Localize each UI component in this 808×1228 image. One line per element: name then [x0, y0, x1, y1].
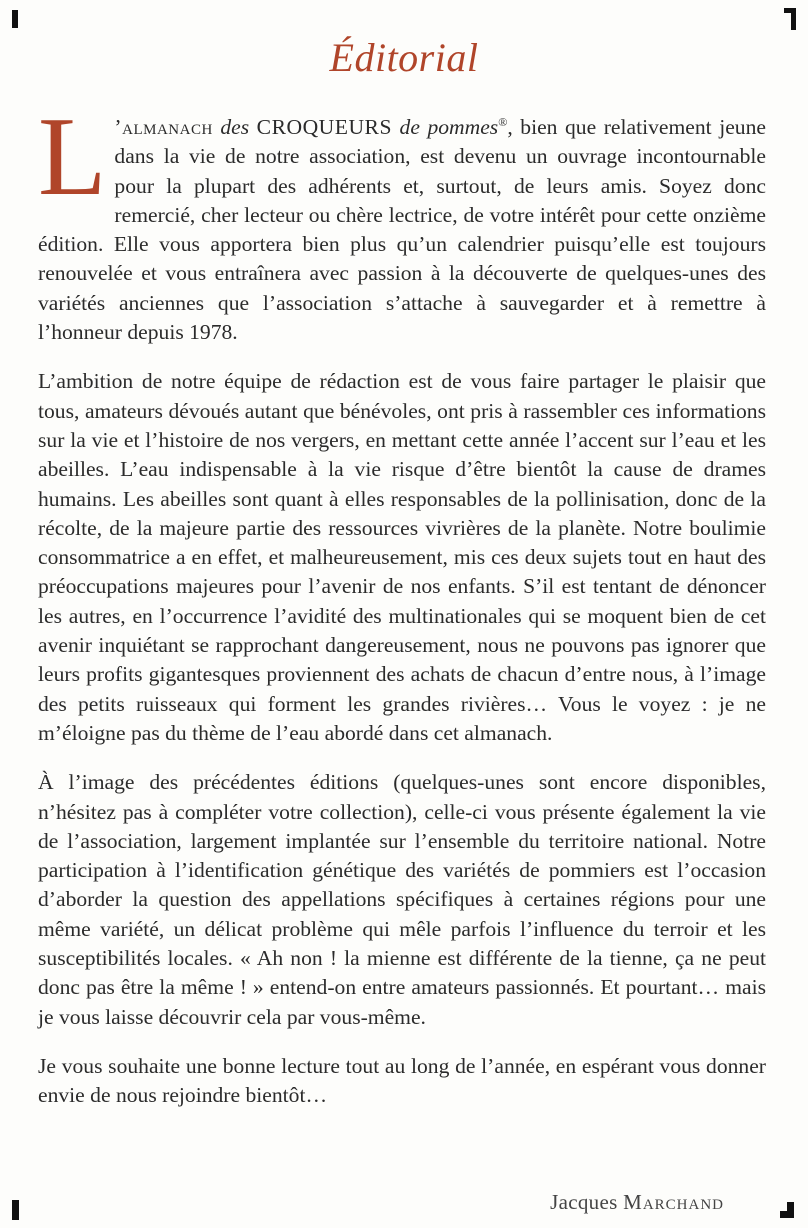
- crop-mark-top-right: [784, 8, 796, 30]
- crop-mark-bottom-right: [780, 1204, 794, 1218]
- crop-mark-top-left: [12, 10, 18, 28]
- signature-first-name: Jacques: [550, 1190, 618, 1214]
- editorial-body: [38, 95, 766, 1131]
- paragraph-1-text: , bien que relativement jeune dans la vie de notre association, est devenu un ouvrage incontournable pour la plupart des adhérents et, surtout, de leurs amis. Soyez donc remercié, cher lecteur ou chère lectrice, de votre intérêt pour cette onzième édition. Elle vous apportera bien plus qu’un calendrier puisqu’elle est toujours renouvelée et vous entraînera avec passion à la découverte de quelques-unes des variétés anciennes que l’association s’attache à sauvegarder et à remettre à l’honneur depuis 1978.: [38, 115, 766, 345]
- signature-last-name: Marchand: [623, 1190, 724, 1214]
- paragraph-1: [38, 95, 766, 347]
- paragraph-2: L’ambition de notre équipe de rédaction est de vous faire partager le plaisir que tous, amateurs dévoués autant que bénévoles, ont pris à rassembler ces informations sur la vie et l’histoire de nos vergers, en mettant cette année l’accent sur l’eau et les abeilles. L’eau indispensable à la vie risque d’être bientôt la cause de drames humains. Les abeilles sont quant à elles responsables de la pollinisation, donc de la récolte, de la majeure partie des ressources vivrières de la planète. Notre boulimie consommatrice a en effet, et malheureusement, mis ces deux sujets tout en haut des préoccupations majeures pour l’avenir de nos enfants. S’il est tentant de dénoncer les autres, en l’occurrence l’avidité des multinationales qui se moquent bien de cet avenir inquiétant se rapprochant dangereusement, nous ne pouvons pas ignorer que leurs profits gigantesques proviennent des achats de chacun d’entre nous, à l’image des petits ruisseaux qui forment les grandes rivières… Vous le voyez : je ne m’éloigne pas du thème de l’eau abordé dans cet almanach.: [38, 369, 766, 745]
- paragraph-3: À l’image des précédentes éditions (quelques-unes sont encore disponibles, n’hésitez pas à compléter votre collection), celle-ci vous présente également la vie de l’association, largement implantée sur l’ensemble du territoire national. Notre participation à l’identification génétique des variétés de pommiers est l’occasion d’aborder la question des appellations spécifiques à certaines régions pour une même variété, un délicat problème qui mêle parfois l’influence du terroir et les susceptibilités locales. « Ah non ! la mienne est différente de la tienne, ça ne peut donc pas être la même ! » entend-on entre amateurs passionnés. Et pourtant… mais je vous laisse découvrir cela par vous-même.: [38, 770, 766, 1029]
- paragraph-4: Je vous souhaite une bonne lecture tout au long de l’année, en espérant vous donner envie de nous rejoindre bientôt…: [38, 1053, 766, 1108]
- registered-mark: ®: [498, 114, 508, 129]
- signature: [550, 1190, 724, 1215]
- crop-mark-bottom-left: [12, 1200, 19, 1220]
- lead-almanach: ’almanach: [114, 115, 213, 139]
- page-title: Éditorial: [329, 35, 479, 80]
- lead-de-pommes: de pommes: [399, 115, 499, 139]
- lead-des: des: [220, 115, 250, 139]
- drop-cap: L: [38, 95, 107, 219]
- lead-croqueurs: CROQUEURS: [256, 115, 392, 139]
